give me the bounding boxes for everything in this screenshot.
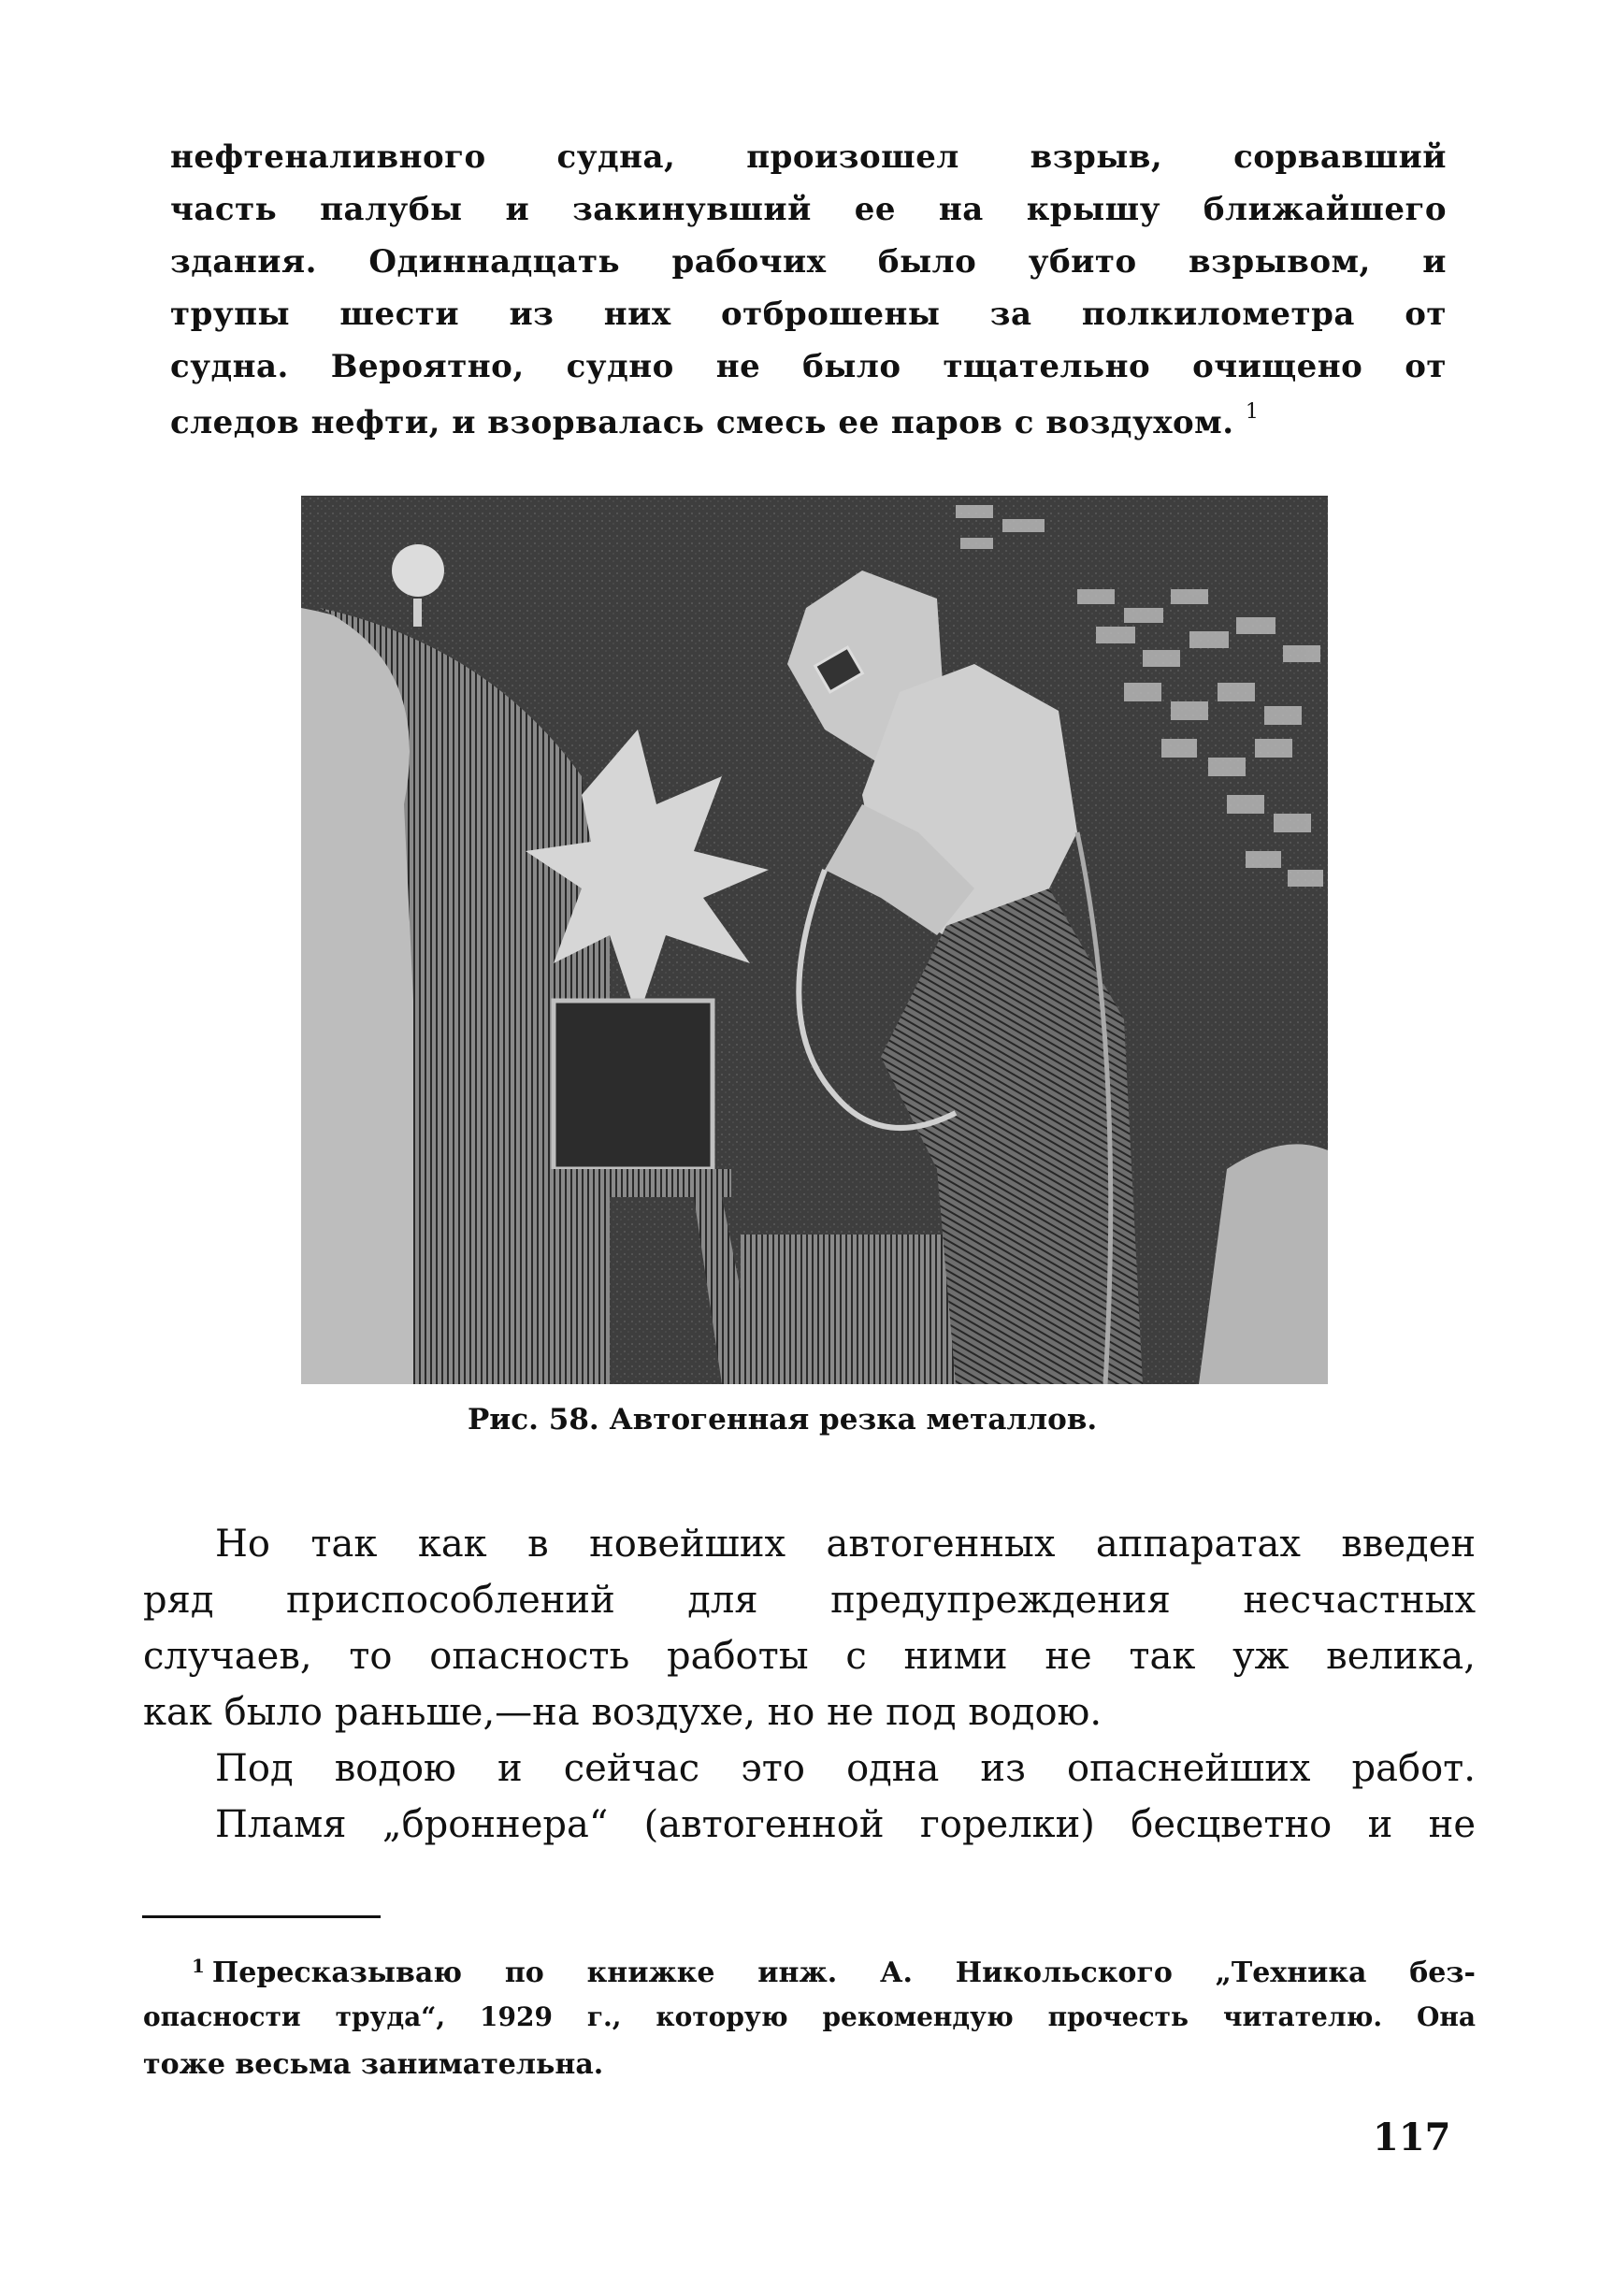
text-line: судна. Вероятно, судно не было тщательно очищено от — [170, 348, 1447, 385]
text-line: Но так как в новейших автогенных аппаратах введен — [215, 1523, 1476, 1566]
text-line: трупы шести из них отброшены за полкилометра от — [170, 296, 1447, 333]
text-line: как было раньше,—на воздухе, но не под водою. — [143, 1691, 1102, 1734]
footnote-line: тоже весьма занимательна. — [143, 2048, 604, 2081]
text-line: Пламя „броннера“ (автогенной горелки) бесцветно и не — [215, 1803, 1476, 1846]
text-line: случаев, то опасность работы с ними не так уж велика, — [143, 1635, 1476, 1678]
text-line: Под водою и сейчас это одна из опаснейших работ. — [215, 1747, 1476, 1790]
welder-engraving-image — [301, 496, 1328, 1384]
page-number: 117 — [1373, 2115, 1451, 2159]
footnote-reference[interactable]: 1 — [1245, 400, 1260, 424]
footnote-text: Пересказываю по книжке инж. А. Никольского „Техника без- — [211, 1957, 1476, 1989]
footnote-marker: 1 — [192, 1955, 205, 1977]
text-line-with-footnote — [170, 400, 1447, 441]
footnote-separator — [142, 1915, 381, 1918]
footnote-line — [192, 1955, 1476, 1989]
text-line: здания. Одиннадцать рабочих было убито взрывом, и — [170, 243, 1447, 281]
text-line: нефтеналивного судна, произошел взрыв, сорвавший — [170, 138, 1447, 176]
figure-illustration — [301, 496, 1328, 1384]
text-line: часть палубы и закинувший ее на крышу ближайшего — [170, 191, 1447, 228]
text-line: ряд приспособлений для предупреждения несчастных — [143, 1579, 1476, 1622]
text-line: следов нефти, и взорвалась смесь ее паров с воздухом. — [170, 404, 1234, 441]
figure-caption: Рис. 58. Автогенная резка металлов. — [468, 1403, 1098, 1437]
footnote-line: опасности труда“, 1929 г., которую рекомендую прочесть читателю. Она — [143, 2001, 1476, 2032]
